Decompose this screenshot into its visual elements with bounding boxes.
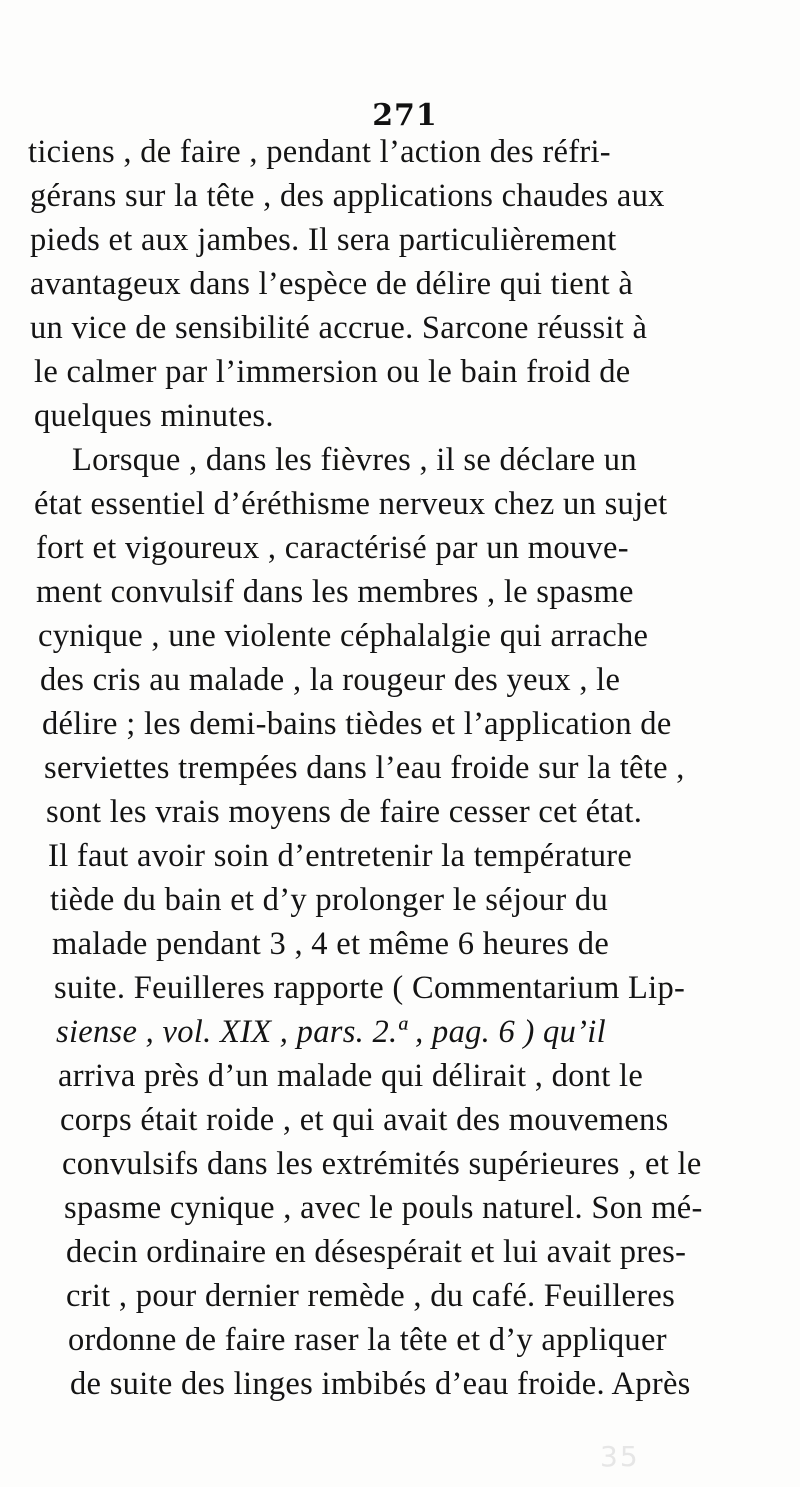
text-line: ordonne de faire raser la tête et d’y appliquer <box>68 1322 667 1358</box>
text-line: quelques minutes. <box>34 398 274 434</box>
text-line: suite. Feuilleres rapporte ( Commentarium Lip- <box>54 970 686 1006</box>
signature-mark: 35 <box>600 1440 640 1473</box>
text-line: avantageux dans l’espèce de délire qui tient à <box>30 266 634 302</box>
text-line: decin ordinaire en désespérait et lui avait pres- <box>66 1234 687 1270</box>
text-line: convulsifs dans les extrémités supérieures , et le <box>62 1146 702 1182</box>
text-line: un vice de sensibilité accrue. Sarcone réussit à <box>30 310 648 346</box>
text-line: ment convulsif dans les membres , le spasme <box>36 574 634 610</box>
text-line: sont les vrais moyens de faire cesser cet état. <box>46 794 643 830</box>
text-line: de suite des linges imbibés d’eau froide. Après <box>70 1366 691 1402</box>
text-line: état essentiel d’éréthisme nerveux chez un sujet <box>34 486 668 522</box>
text-line: serviettes trempées dans l’eau froide sur la tête , <box>44 750 685 786</box>
text-line: le calmer par l’immersion ou le bain froid de <box>34 354 631 390</box>
text-line: tiède du bain et d’y prolonger le séjour du <box>50 882 609 918</box>
text-line: pieds et aux jambes. Il sera particulièrement <box>30 222 617 258</box>
text-line: ticiens , de faire , pendant l’action des réfri- <box>28 134 611 170</box>
text-line: fort et vigoureux , caractérisé par un mouve- <box>36 530 629 566</box>
text-line: crit , pour dernier remède , du café. Feuilleres <box>66 1278 676 1314</box>
text-line: spasme cynique , avec le pouls naturel. Son mé- <box>64 1190 703 1226</box>
text-line: gérans sur la tête , des applications chaudes aux <box>30 178 665 214</box>
text-line: délire ; les demi-bains tièdes et l’application de <box>42 706 672 742</box>
paragraph-start-line: Lorsque , dans les fièvres , il se déclare un <box>72 442 637 478</box>
text-line: arriva près d’un malade qui délirait , dont le <box>58 1058 644 1094</box>
text-line: malade pendant 3 , 4 et même 6 heures de <box>52 926 610 962</box>
text-line: cynique , une violente céphalalgie qui arrache <box>38 618 649 654</box>
text-line-italic: siense , vol. XIX , pars. 2.ª , pag. 6 ) qu’il <box>56 1014 606 1050</box>
text-line: des cris au malade , la rougeur des yeux , le <box>40 662 621 698</box>
page-number: 271 <box>372 98 438 133</box>
text-line: corps était roide , et qui avait des mouvemens <box>60 1102 669 1138</box>
text-line: Il faut avoir soin d’entretenir la température <box>48 838 633 874</box>
